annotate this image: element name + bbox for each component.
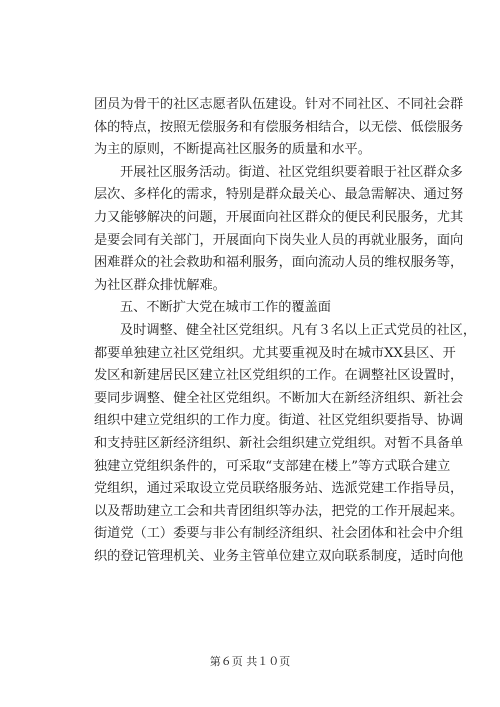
text-line: 力又能够解决的问题，开展面向社区群众的便民利民服务，尤其 <box>94 209 464 225</box>
text-line: 街道党（工）委要与非公有制经济组织、社会团体和社会中介组 <box>94 526 464 542</box>
text-line: 困难群众的社会救助和福利服务，面向流动人员的维权服务等， <box>94 255 464 271</box>
text-line: 及时调整、健全社区党组织。凡有３名以上正式党员的社区， <box>120 322 477 338</box>
text-line: 开展社区服务活动。街道、社区党组织要着眼于社区群众多 <box>120 164 463 180</box>
page-footer <box>0 655 500 669</box>
text-line: 都要单独建立社区党组织。尤其要重视及时在城市XX县区、开 <box>94 345 456 361</box>
text-line: 团员为骨干的社区志愿者队伍建设。针对不同社区、不同社会群 <box>94 97 464 112</box>
text-line: 层次、多样化的需求，特别是群众最关心、最急需解决、通过努 <box>94 187 464 203</box>
text-line: 组织中建立党组织的工作力度。街道、社区党组织要指导、协调 <box>94 413 464 429</box>
text-line: 织的登记管理机关、业务主管单位建立双向联系制度，适时向他 <box>94 548 464 564</box>
text-line: 党组织，通过采取设立党员联络服务站、选派党建工作指导员， <box>94 481 464 497</box>
page-number-label: 第６页 共１０页 <box>209 655 291 668</box>
document-body <box>94 94 477 568</box>
text-line: 以及帮助建立工会和共青团组织等办法，把党的工作开展起来。 <box>94 503 464 519</box>
text-line: 体的特点，按照无偿服务和有偿服务相结合，以无偿、低偿服务 <box>94 119 464 135</box>
section-heading: 五、不断扩大党在城市工作的覆盖面 <box>120 300 331 316</box>
text-line: 发区和新建居民区建立社区党组织的工作。在调整社区设置时， <box>94 368 464 384</box>
text-line: 是要会同有关部门，开展面向下岗失业人员的再就业服务，面向 <box>94 232 464 248</box>
text-line: 要同步调整、健全社区党组织。不断加大在新经济组织、新社会 <box>94 390 464 406</box>
text-line: 为社区群众排忧解难。 <box>94 277 226 293</box>
text-line: 和支持驻区新经济组织、新社会组织建立党组织。对暂不具备单 <box>94 435 464 451</box>
text-line: 独建立党组织条件的，可采取“支部建在楼上”等方式联合建立 <box>94 458 451 474</box>
text-line: 为主的原则，不断提高社区服务的质量和水平。 <box>94 142 371 158</box>
